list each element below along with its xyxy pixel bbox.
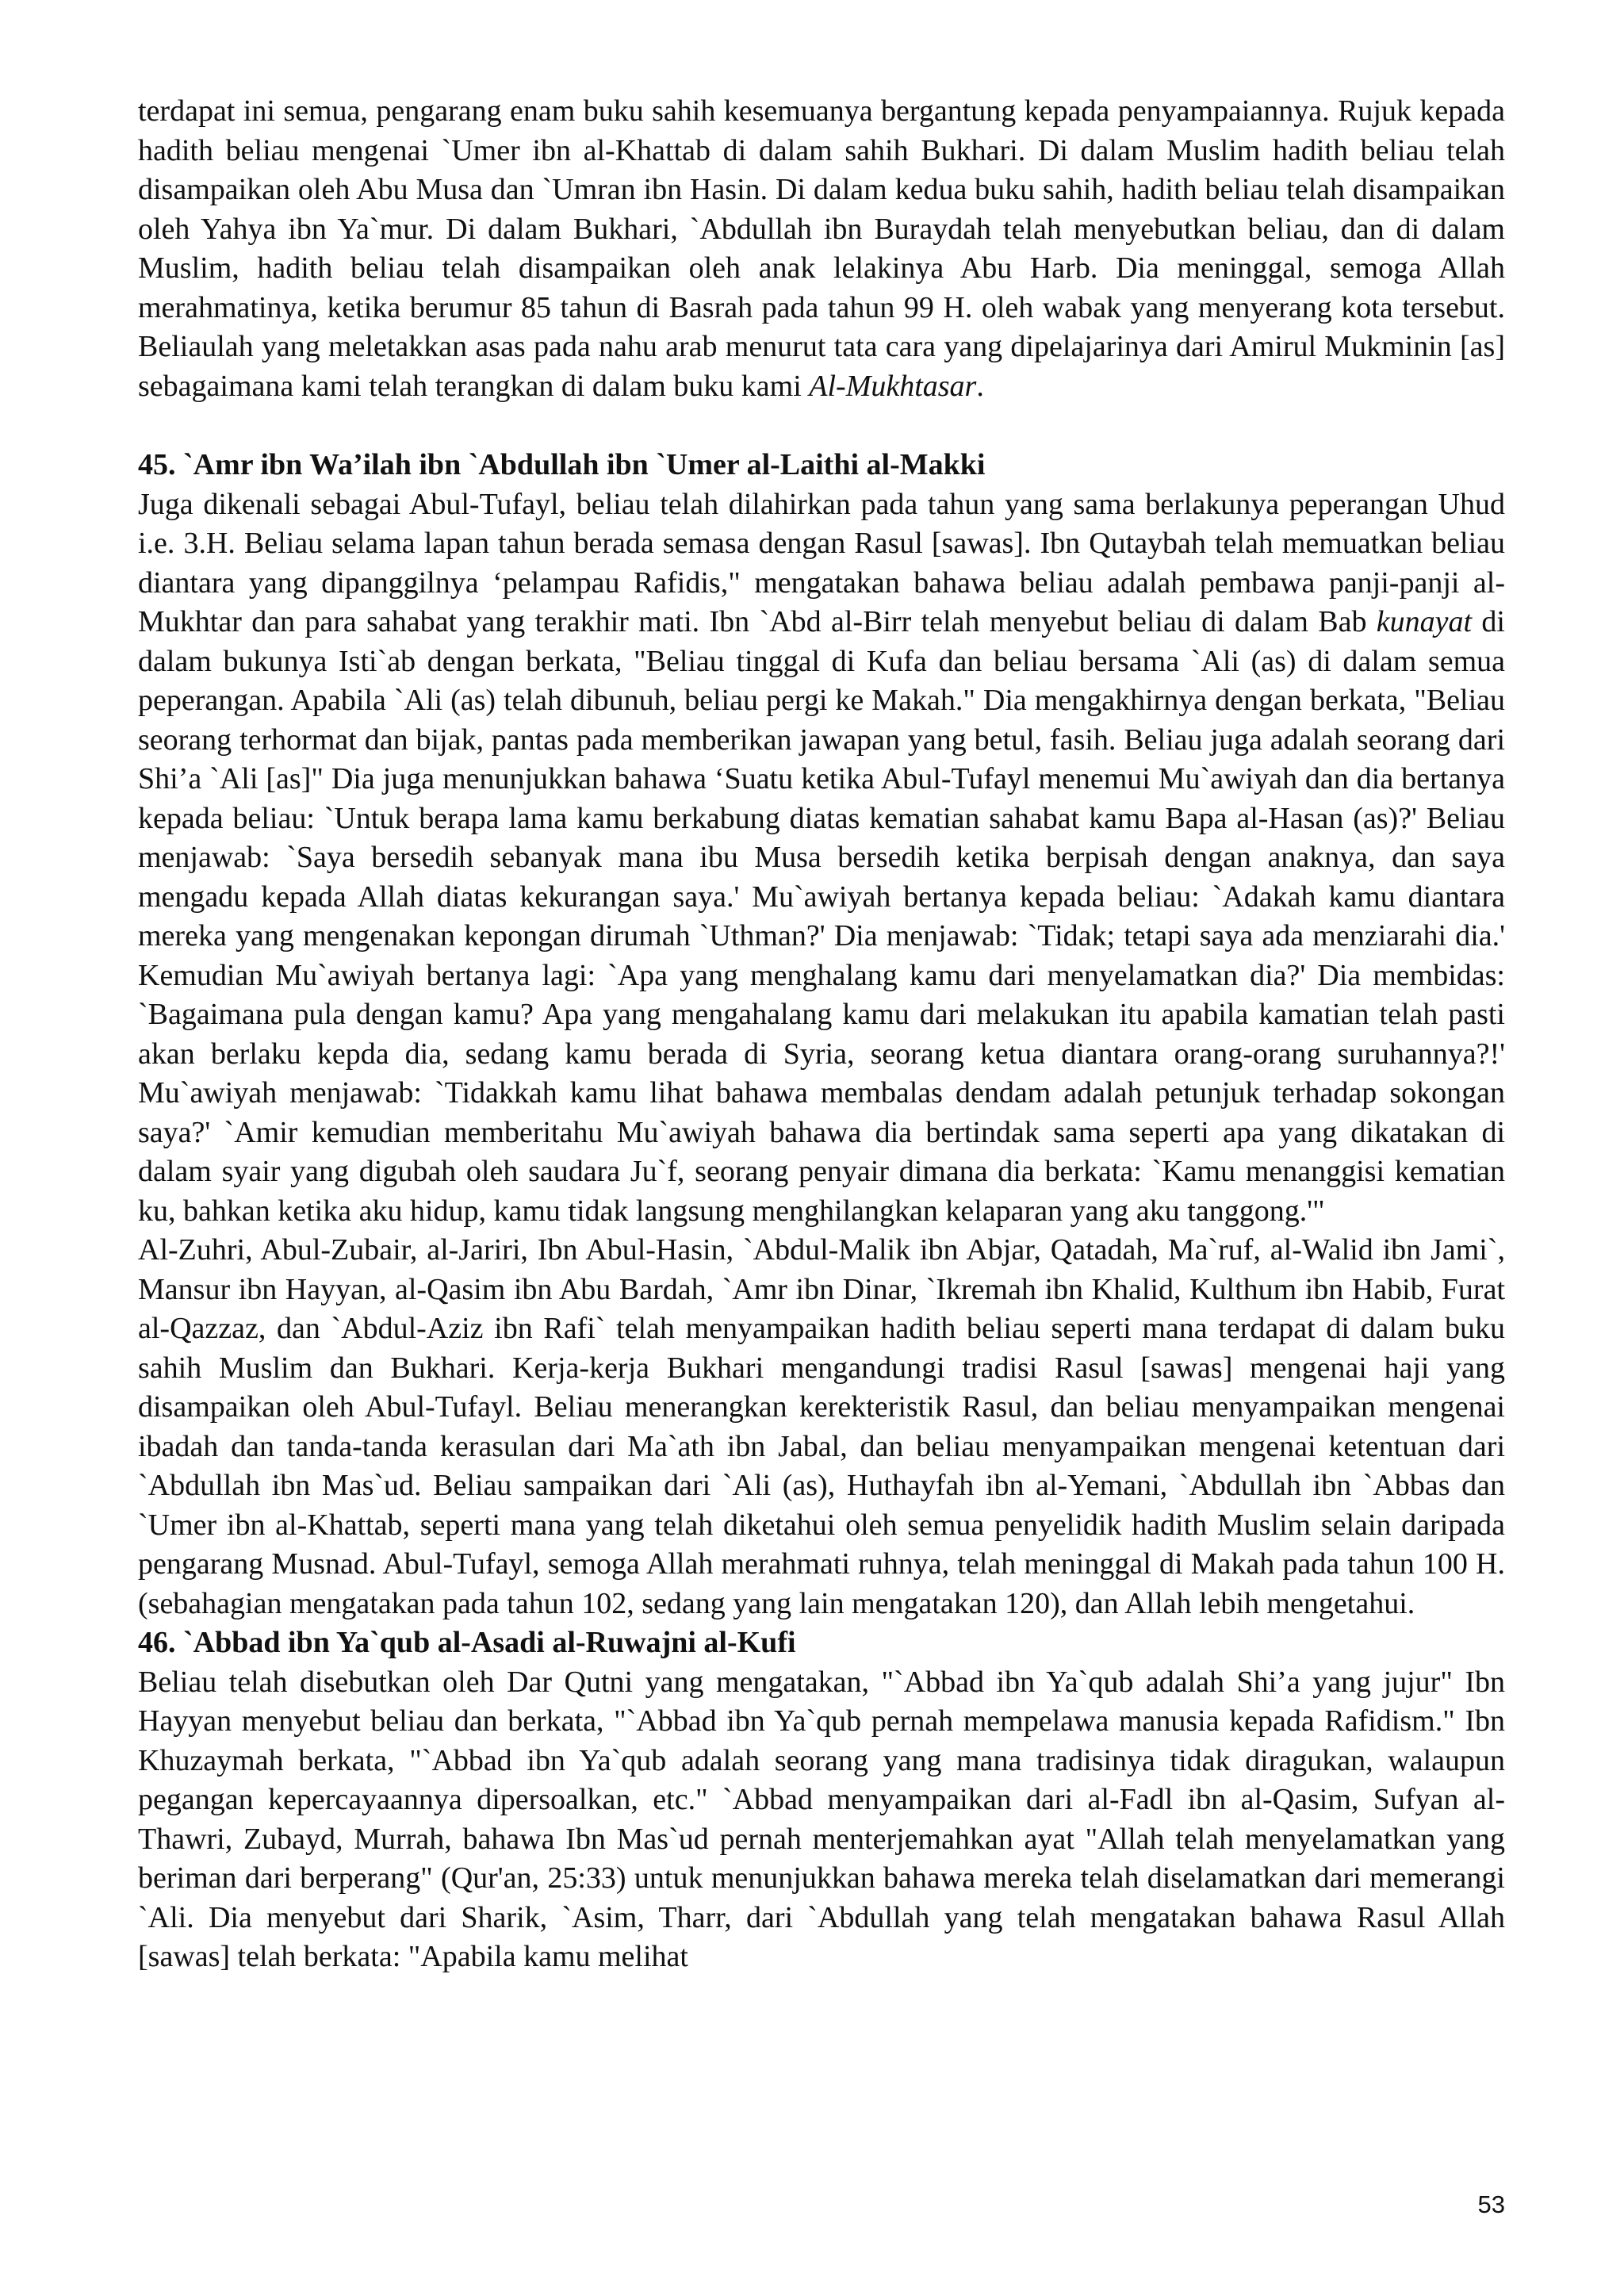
paragraph-gap: [138, 406, 1505, 446]
section-46-paragraph-1: Beliau telah disebutkan oleh Dar Qutni yang mengatakan, "`Abbad ibn Ya`qub adalah Shi’a yang jujur" Ibn Hayyan menyebut beliau dan berkata, "`Abbad ibn Ya`qub pernah mempelawa manusia kepada Rafidism." Ibn Khuzaymah berkata, "`Abbad ibn Ya`qub adalah seorang yang mana tradisinya tidak diragukan, walaupun pegangan kepercayaannya dipersoalkan, etc." `Abbad menyampaikan dari al-Fadl ibn al-Qasim, Sufyan al-Thawri, Zubayd, Murrah, bahawa Ibn Mas`ud pernah menterjemahkan ayat "Allah telah menyelamatkan yang beriman dari berperang" (Qur'an, 25:33) untuk menunjukkan bahawa mereka telah diselamatkan dari memerangi `Ali. Dia menyebut dari Sharik, `Asim, Tharr, dari `Abdullah yang telah mengatakan bahawa Rasul Allah [sawas] telah berkata: "Apabila kamu melihat: [138, 1665, 1505, 1973]
intro-end: .: [976, 369, 984, 403]
page-body: [138, 92, 1505, 1977]
intro-paragraph: [138, 92, 1505, 406]
page-number: 53: [1477, 2191, 1505, 2218]
term-kunayat: kunayat: [1376, 605, 1473, 638]
section-45-paragraph-1: [138, 485, 1505, 1232]
section-45-heading: 45. `Amr ibn Wa’ilah ibn `Abdullah ibn `Umer al-Laithi al-Makki: [138, 448, 986, 481]
section-45-text-after: di dalam bukunya Isti`ab dengan berkata, "Beliau tinggal di Kufa dan beliau bersama `Ali (as) di dalam semua peperangan. Apabila `Ali (as) telah dibunuh, beliau pergi ke Makah." Dia mengakhirnya dengan berkata, "Beliau seorang terhormat dan bijak, pantas pada memberikan jawapan yang betul, fasih. Beliau juga adalah seorang dari Shi’a `Ali [as]" Dia juga menunjukkan bahawa ‘Suatu ketika Abul-Tufayl menemui Mu`awiyah dan dia bertanya kepada beliau: `Untuk berapa lama kamu berkabung diatas kematian sahabat kamu Bapa al-Hasan (as)?' Beliau menjawab: `Saya bersedih sebanyak mana ibu Musa bersedih ketika berpisah dengan anaknya, dan saya mengadu kepada Allah diatas kekurangan saya.' Mu`awiyah bertanya kepada beliau: `Adakah kamu diantara mereka yang mengenakan kepongan dirumah `Uthman?' Dia menjawab: `Tidak; tetapi saya ada menziarahi dia.' Kemudian Mu`awiyah bertanya lagi: `Apa yang menghalang kamu dari menyelamatkan dia?' Dia membidas: `Bagaimana pula dengan kamu? Apa yang mengahalang kamu dari melakukan itu apabila kamatian telah pasti akan berlaku kepda dia, sedang kamu berada di Syria, seorang ketua diantara orang-orang suruhannya?!' Mu`awiyah menjawab: `Tidakkah kamu lihat bahawa membalas dendam adalah petunjuk terhadap sokongan saya?' `Amir kemudian memberitahu Mu`awiyah bahawa dia bertindak sama seperti apa yang dikatakan di dalam syair yang digubah oleh saudara Ju`f, seorang penyair dimana dia berkata: `Kamu menanggisi kematian ku, bahkan ketika aku hidup, kamu tidak langsung menghilangkan kelaparan yang aku tanggong.'": [138, 605, 1505, 1228]
book-title-al-mukhtasar: Al-Mukhtasar: [809, 369, 977, 403]
section-45-paragraph-2: Al-Zuhri, Abul-Zubair, al-Jariri, Ibn Abul-Hasin, `Abdul-Malik ibn Abjar, Qatadah, Ma`ruf, al-Walid ibn Jami`, Mansur ibn Hayyan, al-Qasim ibn Abu Bardah, `Amr ibn Dinar, `Ikremah ibn Khalid, Kulthum ibn Habib, Furat al-Qazzaz, dan `Abdul-Aziz ibn Rafi` telah menyampaikan hadith beliau seperti mana terdapat di dalam buku sahih Muslim dan Bukhari. Kerja-kerja Bukhari mengandungi tradisi Rasul [sawas] mengenai haji yang disampaikan oleh Abul-Tufayl. Beliau menerangkan kerekteristik Rasul, dan beliau menyampaikan mengenai ibadah dan tanda-tanda kerasulan dari Ma`ath ibn Jabal, dan beliau menyampaikan mengenai ketentuan dari `Abdullah ibn Mas`ud. Beliau sampaikan dari `Ali (as), Huthayfah ibn al-Yemani, `Abdullah ibn `Abbas dan `Umer ibn al-Khattab, seperti mana yang telah diketahui oleh semua penyelidik hadith Muslim selain daripada pengarang Musnad. Abul-Tufayl, semoga Allah merahmati ruhnya, telah meninggal di Makah pada tahun 100 H. (sebahagian mengatakan pada tahun 102, sedang yang lain mengatakan 120), dan Allah lebih mengetahui.: [138, 1233, 1505, 1620]
intro-text: terdapat ini semua, pengarang enam buku sahih kesemuanya bergantung kepada penyampaiannya. Rujuk kepada hadith beliau mengenai `Umer ibn al-Khattab di dalam sahih Bukhari. Di dalam Muslim hadith beliau telah disampaikan oleh Abu Musa dan `Umran ibn Hasin. Di dalam kedua buku sahih, hadith beliau telah disampaikan oleh Yahya ibn Ya`mur. Di dalam Bukhari, `Abdullah ibn Buraydah telah menyebutkan beliau, dan di dalam Muslim, hadith beliau telah disampaikan oleh anak lelakinya Abu Harb. Dia meninggal, semoga Allah merahmatinya, ketika berumur 85 tahun di Basrah pada tahun 99 H. oleh wabak yang menyerang kota tersebut. Beliaulah yang meletakkan asas pada nahu arab menurut tata cara yang dipelajarinya dari Amirul Mukminin [as] sebagaimana kami telah terangkan di dalam buku kami: [138, 94, 1505, 403]
section-45-text-before: Juga dikenali sebagai Abul-Tufayl, beliau telah dilahirkan pada tahun yang sama berlakunya peperangan Uhud i.e. 3.H. Beliau selama lapan tahun berada semasa dengan Rasul [sawas]. Ibn Qutaybah telah memuatkan beliau diantara yang dipanggilnya ‘pelampau Rafidis," mengatakan bahawa beliau adalah pembawa panji-panji al-Mukhtar dan para sahabat yang terakhir mati. Ibn `Abd al-Birr telah menyebut beliau di dalam Bab: [138, 487, 1505, 638]
section-46-heading: 46. `Abbad ibn Ya`qub al-Asadi al-Ruwajni al-Kufi: [138, 1626, 796, 1659]
